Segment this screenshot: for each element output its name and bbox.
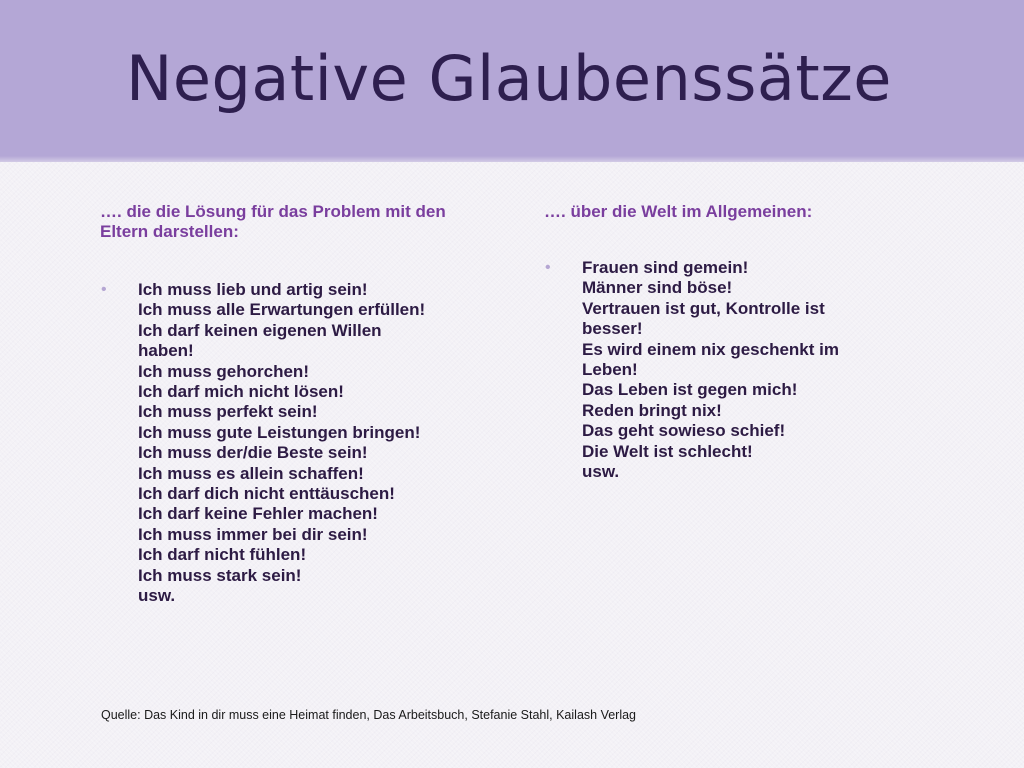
list-item: Ich darf nicht fühlen!	[138, 545, 307, 565]
list-item: Ich muss gehorchen!	[138, 361, 309, 381]
list-item: Ich muss alle Erwartungen erfüllen!	[138, 300, 426, 320]
list-item: Ich muss der/die Beste sein!	[138, 443, 368, 463]
list-item: Das geht sowieso schief!	[582, 421, 786, 441]
bullet-icon: •	[545, 259, 551, 276]
list-item: usw.	[138, 586, 176, 606]
list-item: Ich darf mich nicht lösen!	[138, 382, 344, 402]
list-item: Ich muss perfekt sein!	[138, 402, 318, 422]
bullet-icon: •	[101, 281, 107, 298]
left-column-heading: …. die die Lösung für das Problem mit den Eltern darstellen:	[100, 202, 446, 241]
list-item: Frauen sind gemein!	[582, 258, 749, 277]
list-item: Reden bringt nix!	[582, 400, 722, 420]
list-item: Leben!	[582, 360, 638, 380]
list-item: Die Welt ist schlecht!	[582, 441, 753, 461]
slide-title: Negative Glaubenssätze	[126, 42, 892, 115]
list-item: Männer sind böse!	[582, 278, 733, 298]
list-item: Ich muss immer bei dir sein!	[138, 524, 368, 544]
list-item: Ich darf dich nicht enttäuschen!	[138, 484, 395, 504]
left-column	[100, 202, 480, 607]
list-item: Es wird einem nix geschenkt im	[582, 339, 839, 359]
right-column	[544, 202, 924, 482]
list-item: haben!	[138, 341, 194, 361]
left-bullet-list	[100, 280, 480, 607]
right-column-heading: …. über die Welt im Allgemeinen:	[544, 202, 813, 221]
list-item: besser!	[582, 319, 643, 339]
list-item: Ich muss lieb und artig sein!	[138, 280, 368, 299]
list-item: usw.	[582, 462, 620, 482]
list-item: Ich darf keine Fehler machen!	[138, 504, 378, 524]
title-band	[0, 0, 1024, 162]
source-citation: Quelle: Das Kind in dir muss eine Heimat finden, Das Arbeitsbuch, Stefanie Stahl, Kailash Verlag	[101, 708, 637, 722]
list-item: Vertrauen ist gut, Kontrolle ist	[582, 298, 825, 318]
list-item: Das Leben ist gegen mich!	[582, 380, 798, 400]
list-item: Ich darf keinen eigenen Willen	[138, 320, 382, 340]
list-item: Ich muss es allein schaffen!	[138, 463, 364, 483]
list-item: Ich muss gute Leistungen bringen!	[138, 422, 421, 442]
list-item: Ich muss stark sein!	[138, 565, 302, 585]
right-bullet-list	[544, 258, 924, 482]
